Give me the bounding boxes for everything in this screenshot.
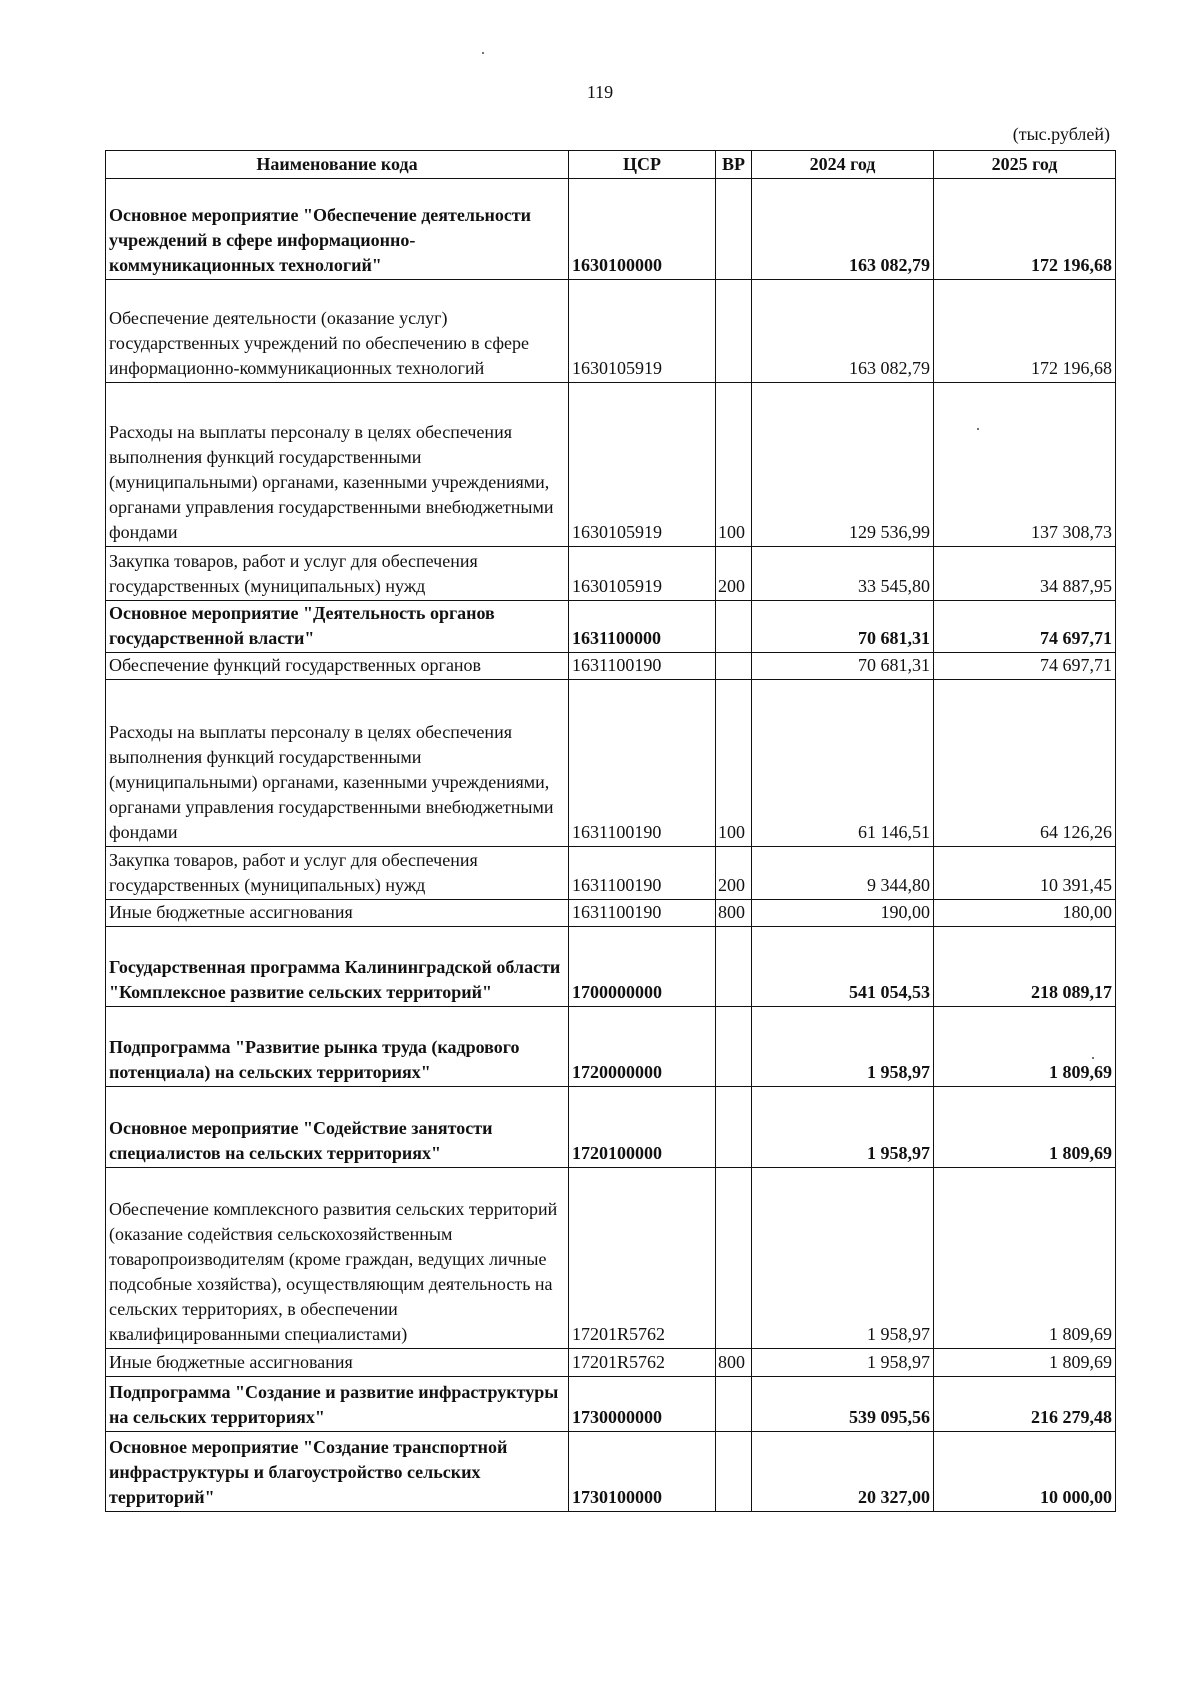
row-name: Расходы на выплаты персоналу в целях обеспечения выполнения функций государственными (муниципальными) органами, казенными учреждениями, органами управления государственными внебюджетными фондами <box>106 383 569 547</box>
table-row <box>106 1432 1116 1512</box>
row-2025: 1 809,69 <box>934 1349 1116 1377</box>
row-vr: 200 <box>716 547 752 601</box>
row-vr <box>716 1432 752 1512</box>
header-name: Наименование кода <box>106 151 569 179</box>
row-csr: 17201R5762 <box>569 1349 716 1377</box>
row-vr: 200 <box>716 847 752 900</box>
row-vr <box>716 653 752 680</box>
row-name: Основное мероприятие "Содействие занятости специалистов на сельских территориях" <box>106 1087 569 1168</box>
row-2024: 163 082,79 <box>752 179 934 280</box>
table-row <box>106 1349 1116 1377</box>
row-vr <box>716 280 752 383</box>
row-name: Основное мероприятие "Обеспечение деятельности учреждений в сфере информационно-коммуникационных технологий" <box>106 179 569 280</box>
table-row <box>106 680 1116 847</box>
row-vr <box>716 1377 752 1432</box>
row-2024: 190,00 <box>752 900 934 927</box>
row-name: Закупка товаров, работ и услуг для обеспечения государственных (муниципальных) нужд <box>106 547 569 601</box>
row-2024: 163 082,79 <box>752 280 934 383</box>
row-2025: 1 809,69 <box>934 1007 1116 1087</box>
header-csr: ЦСР <box>569 151 716 179</box>
row-2024: 1 958,97 <box>752 1007 934 1087</box>
row-csr: 1730100000 <box>569 1432 716 1512</box>
table-row <box>106 179 1116 280</box>
row-vr: 100 <box>716 383 752 547</box>
row-vr: 100 <box>716 680 752 847</box>
row-2024: 129 536,99 <box>752 383 934 547</box>
row-2024: 61 146,51 <box>752 680 934 847</box>
header-row <box>106 151 1116 179</box>
table-row <box>106 383 1116 547</box>
row-name: Иные бюджетные ассигнования <box>106 1349 569 1377</box>
row-2025: 180,00 <box>934 900 1116 927</box>
row-2025: 10 000,00 <box>934 1432 1116 1512</box>
row-csr: 1630100000 <box>569 179 716 280</box>
table-row <box>106 927 1116 1007</box>
row-csr: 1631100190 <box>569 653 716 680</box>
row-csr: 17201R5762 <box>569 1168 716 1349</box>
row-vr <box>716 1168 752 1349</box>
row-vr <box>716 601 752 653</box>
row-2025: 1 809,69 <box>934 1168 1116 1349</box>
table-row <box>106 547 1116 601</box>
row-name: Подпрограмма "Создание и развитие инфраструктуры на сельских территориях" <box>106 1377 569 1432</box>
row-vr: 800 <box>716 1349 752 1377</box>
table-row <box>106 280 1116 383</box>
row-name: Обеспечение деятельности (оказание услуг) государственных учреждений по обеспечению в сфере информационно-коммуникационных технологий <box>106 280 569 383</box>
row-name: Иные бюджетные ассигнования <box>106 900 569 927</box>
table-row <box>106 653 1116 680</box>
row-2024: 70 681,31 <box>752 653 934 680</box>
row-2024: 70 681,31 <box>752 601 934 653</box>
row-2024: 9 344,80 <box>752 847 934 900</box>
header-2025: 2025 год <box>934 151 1116 179</box>
row-name: Обеспечение функций государственных органов <box>106 653 569 680</box>
row-2025: 74 697,71 <box>934 601 1116 653</box>
row-2025: 172 196,68 <box>934 179 1116 280</box>
row-csr: 1720000000 <box>569 1007 716 1087</box>
row-csr: 1700000000 <box>569 927 716 1007</box>
row-name: Государственная программа Калининградской области "Комплексное развитие сельских территорий" <box>106 927 569 1007</box>
row-csr: 1631100190 <box>569 900 716 927</box>
row-csr: 1730000000 <box>569 1377 716 1432</box>
row-csr: 1631100000 <box>569 601 716 653</box>
row-2025: 34 887,95 <box>934 547 1116 601</box>
table-row <box>106 847 1116 900</box>
row-vr <box>716 927 752 1007</box>
row-csr: 1631100190 <box>569 680 716 847</box>
row-2025: 218 089,17 <box>934 927 1116 1007</box>
table-row <box>106 1377 1116 1432</box>
row-csr: 1630105919 <box>569 383 716 547</box>
table-row <box>106 900 1116 927</box>
row-name: Обеспечение комплексного развития сельских территорий (оказание содействия сельскохозяйственным товаропроизводителям (кроме граждан, ведущих личные подсобные хозяйства), осуществляющим деятельность на сельских территориях, в обеспечении квалифицированными специалистами) <box>106 1168 569 1349</box>
row-2025: 172 196,68 <box>934 280 1116 383</box>
header-vr: ВР <box>716 151 752 179</box>
row-name: Закупка товаров, работ и услуг для обеспечения государственных (муниципальных) нужд <box>106 847 569 900</box>
budget-table <box>105 150 1116 1512</box>
row-csr: 1630105919 <box>569 280 716 383</box>
row-2024: 33 545,80 <box>752 547 934 601</box>
row-2024: 539 095,56 <box>752 1377 934 1432</box>
row-name: Расходы на выплаты персоналу в целях обеспечения выполнения функций государственными (муниципальными) органами, казенными учреждениями, органами управления государственными внебюджетными фондами <box>106 680 569 847</box>
row-2024: 20 327,00 <box>752 1432 934 1512</box>
row-name: Основное мероприятие "Создание транспортной инфраструктуры и благоустройство сельских территорий" <box>106 1432 569 1512</box>
page-number: 119 <box>586 82 614 102</box>
table-row <box>106 601 1116 653</box>
scan-speck <box>482 52 484 54</box>
row-csr: 1720100000 <box>569 1087 716 1168</box>
row-vr <box>716 1087 752 1168</box>
row-vr <box>716 1007 752 1087</box>
row-name: Подпрограмма "Развитие рынка труда (кадрового потенциала) на сельских территориях" <box>106 1007 569 1087</box>
units-label: (тыс.рублей) <box>1012 124 1110 144</box>
table-row <box>106 1007 1116 1087</box>
row-2025: 64 126,26 <box>934 680 1116 847</box>
row-2025: 10 391,45 <box>934 847 1116 900</box>
row-2025: 137 308,73 <box>934 383 1116 547</box>
header-2024: 2024 год <box>752 151 934 179</box>
row-vr <box>716 179 752 280</box>
row-vr: 800 <box>716 900 752 927</box>
row-2025: 216 279,48 <box>934 1377 1116 1432</box>
table-row <box>106 1087 1116 1168</box>
row-2024: 1 958,97 <box>752 1168 934 1349</box>
row-csr: 1630105919 <box>569 547 716 601</box>
row-csr: 1631100190 <box>569 847 716 900</box>
row-2024: 1 958,97 <box>752 1087 934 1168</box>
row-2025: 74 697,71 <box>934 653 1116 680</box>
table-row <box>106 1168 1116 1349</box>
row-2024: 541 054,53 <box>752 927 934 1007</box>
row-2024: 1 958,97 <box>752 1349 934 1377</box>
row-2025: 1 809,69 <box>934 1087 1116 1168</box>
row-name: Основное мероприятие "Деятельность органов государственной власти" <box>106 601 569 653</box>
